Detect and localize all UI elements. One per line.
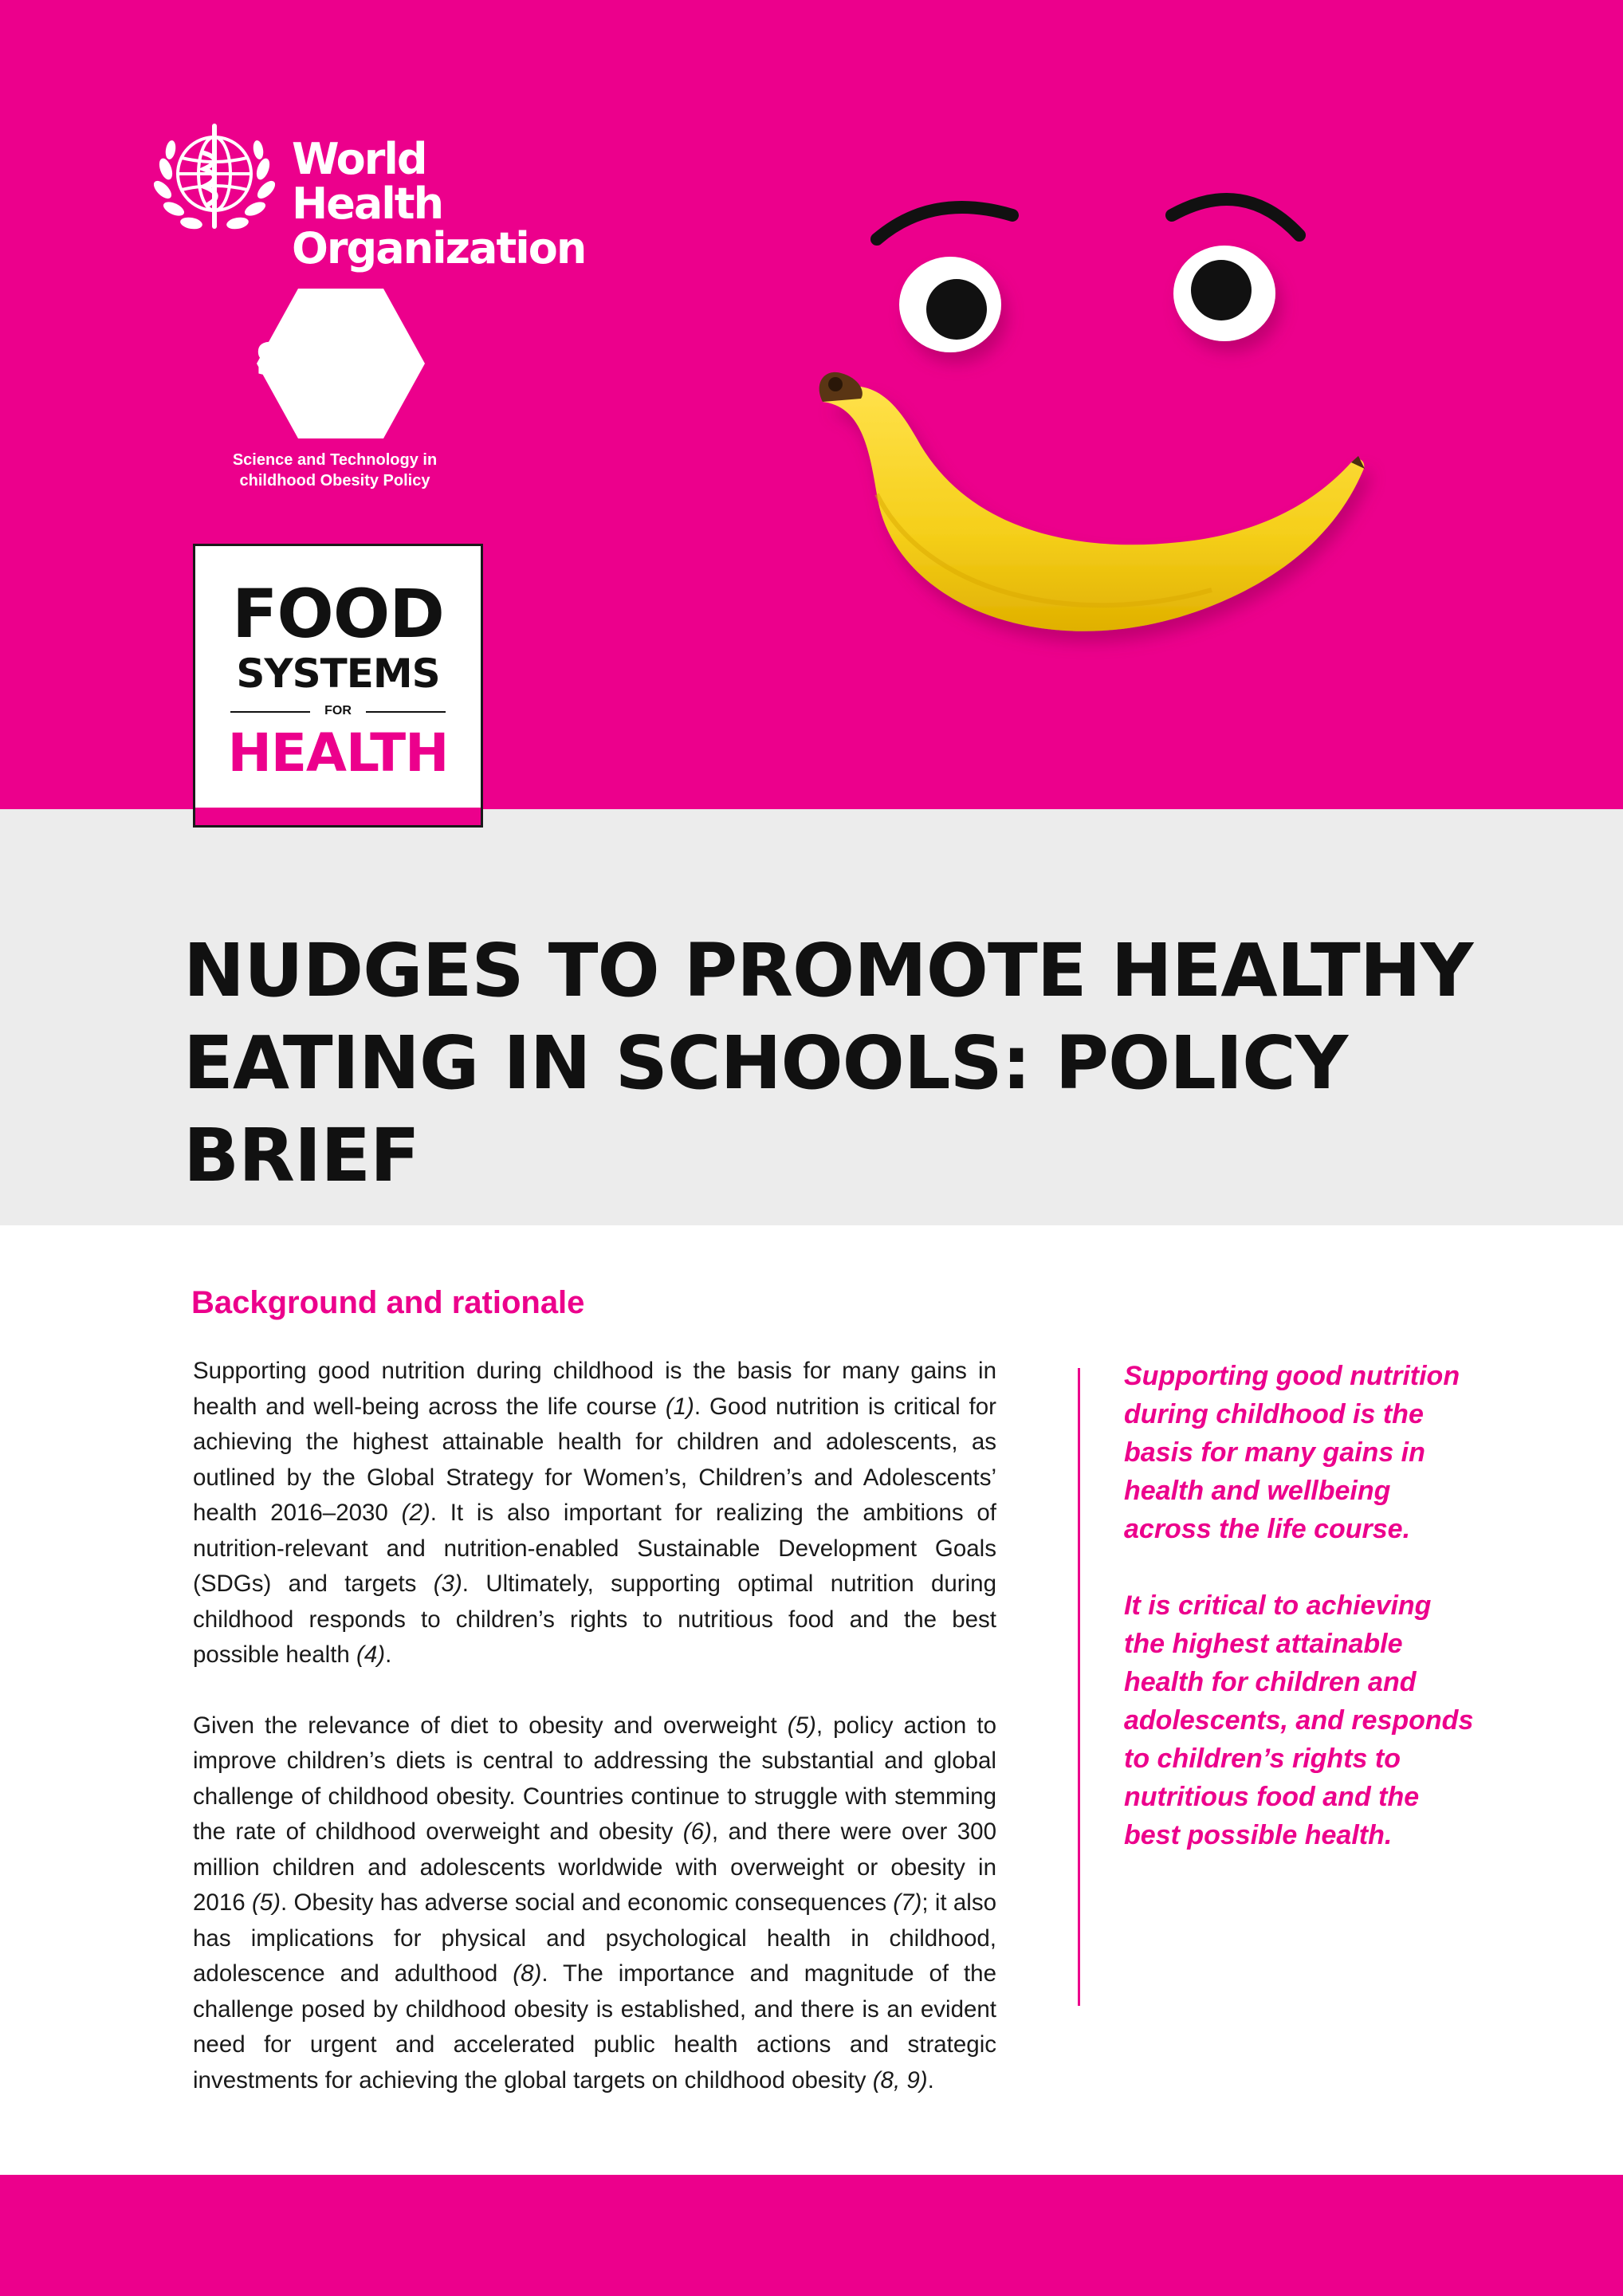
citation: (8, 9) <box>872 2066 928 2094</box>
paragraph-1: Supporting good nutrition during childhood is the basis for many gains in health and well-being across the life course (1). Good nutrition is critical for achieving the highest attainable health for children and adolescents, as outlined by the Global Strategy for Women’s, Children’s and Adolescents’ health 2016–2030 (2). It is also important for realizing the ambitions of nutrition-relevant and nutrition-enabled Sustainable Development Goals (SDGs) and targets (3). Ultimately, supporting optimal nutrition during childhood responds to children’s rights to nutritious food and the best possible health (4). <box>193 1358 996 1668</box>
stop-wordmark: stop <box>255 320 386 389</box>
page-title <box>183 925 1539 1202</box>
who-logo <box>148 121 586 273</box>
stop-tagline-line2: childhood Obesity Policy <box>239 472 430 489</box>
fsh-health-text: HEALTH <box>227 722 449 784</box>
fsh-accent-bar <box>195 808 481 825</box>
citation: (5) <box>251 1889 281 1916</box>
fsh-food-text: FOOD <box>232 575 444 653</box>
stop-logo <box>231 287 454 494</box>
fsh-for-text: FOR <box>230 702 446 720</box>
banana <box>823 387 1364 631</box>
stop-tagline-line1: Science and Technology in <box>232 451 438 469</box>
paragraph-2: Given the relevance of diet to obesity and overweight (5), policy action to improve children’s diets is central to addressing the substantial and global challenge of childhood obesity. Countries continue to struggle with stemming the rate of childhood overweight and obesity (6), and there were over 300 million children and adolescents worldwide with overweight or obesity in 2016 (5). Obesity has adverse social and economic consequences (7); it also has implications for physical and psychological health in childhood, adolescence and adulthood (8). The importance and magnitude of the challenge posed by childhood obesity is established, and there is an evident need for urgent and accelerated public health actions and strategic investments for achieving the global targets on childhood obesity (8, 9). <box>193 1712 996 2094</box>
who-name-line2: Organization <box>292 223 586 273</box>
pull-quote-rule <box>1078 1368 1080 2006</box>
right-eyebrow <box>1172 199 1299 235</box>
pull-quote-2: It is critical to achieving the highest attainable health for children and adolescents, and responds to children’s rights to nutritious food and the best possible health. <box>1124 1590 1474 1850</box>
citation: (3) <box>433 1571 462 1597</box>
section-heading: Background and rationale <box>191 1285 585 1320</box>
food-systems-for-health-logo <box>193 544 483 828</box>
citation: (6) <box>682 1818 712 1845</box>
citation: (8) <box>513 1960 542 1987</box>
who-emblem-icon <box>148 121 281 241</box>
banana-smiley-face <box>765 159 1403 718</box>
right-pupil <box>1191 260 1252 320</box>
fsh-systems-text: SYSTEMS <box>236 651 440 697</box>
stop-tagline <box>207 450 462 491</box>
page-title-line1: NUDGES TO PROMOTE HEALTHY <box>183 928 1473 1013</box>
left-pupil <box>926 279 987 340</box>
citation: (4) <box>356 1641 386 1668</box>
body-text-column <box>193 1354 996 2133</box>
left-eyebrow <box>877 207 1012 239</box>
citation: (1) <box>665 1393 694 1420</box>
who-name-line1: World Health <box>292 134 443 229</box>
footer-band <box>0 2175 1623 2296</box>
page-title-line2: EATING IN SCHOOLS: POLICY BRIEF <box>183 1020 1348 1198</box>
pull-quote <box>1124 1357 1475 1893</box>
who-wordmark <box>292 134 586 273</box>
citation: (7) <box>893 1889 922 1916</box>
citation: (5) <box>787 1712 816 1739</box>
pull-quote-1: Supporting good nutrition during childhood is the basis for many gains in health and wellbeing across the life course. <box>1124 1361 1460 1544</box>
citation: (2) <box>401 1500 430 1526</box>
